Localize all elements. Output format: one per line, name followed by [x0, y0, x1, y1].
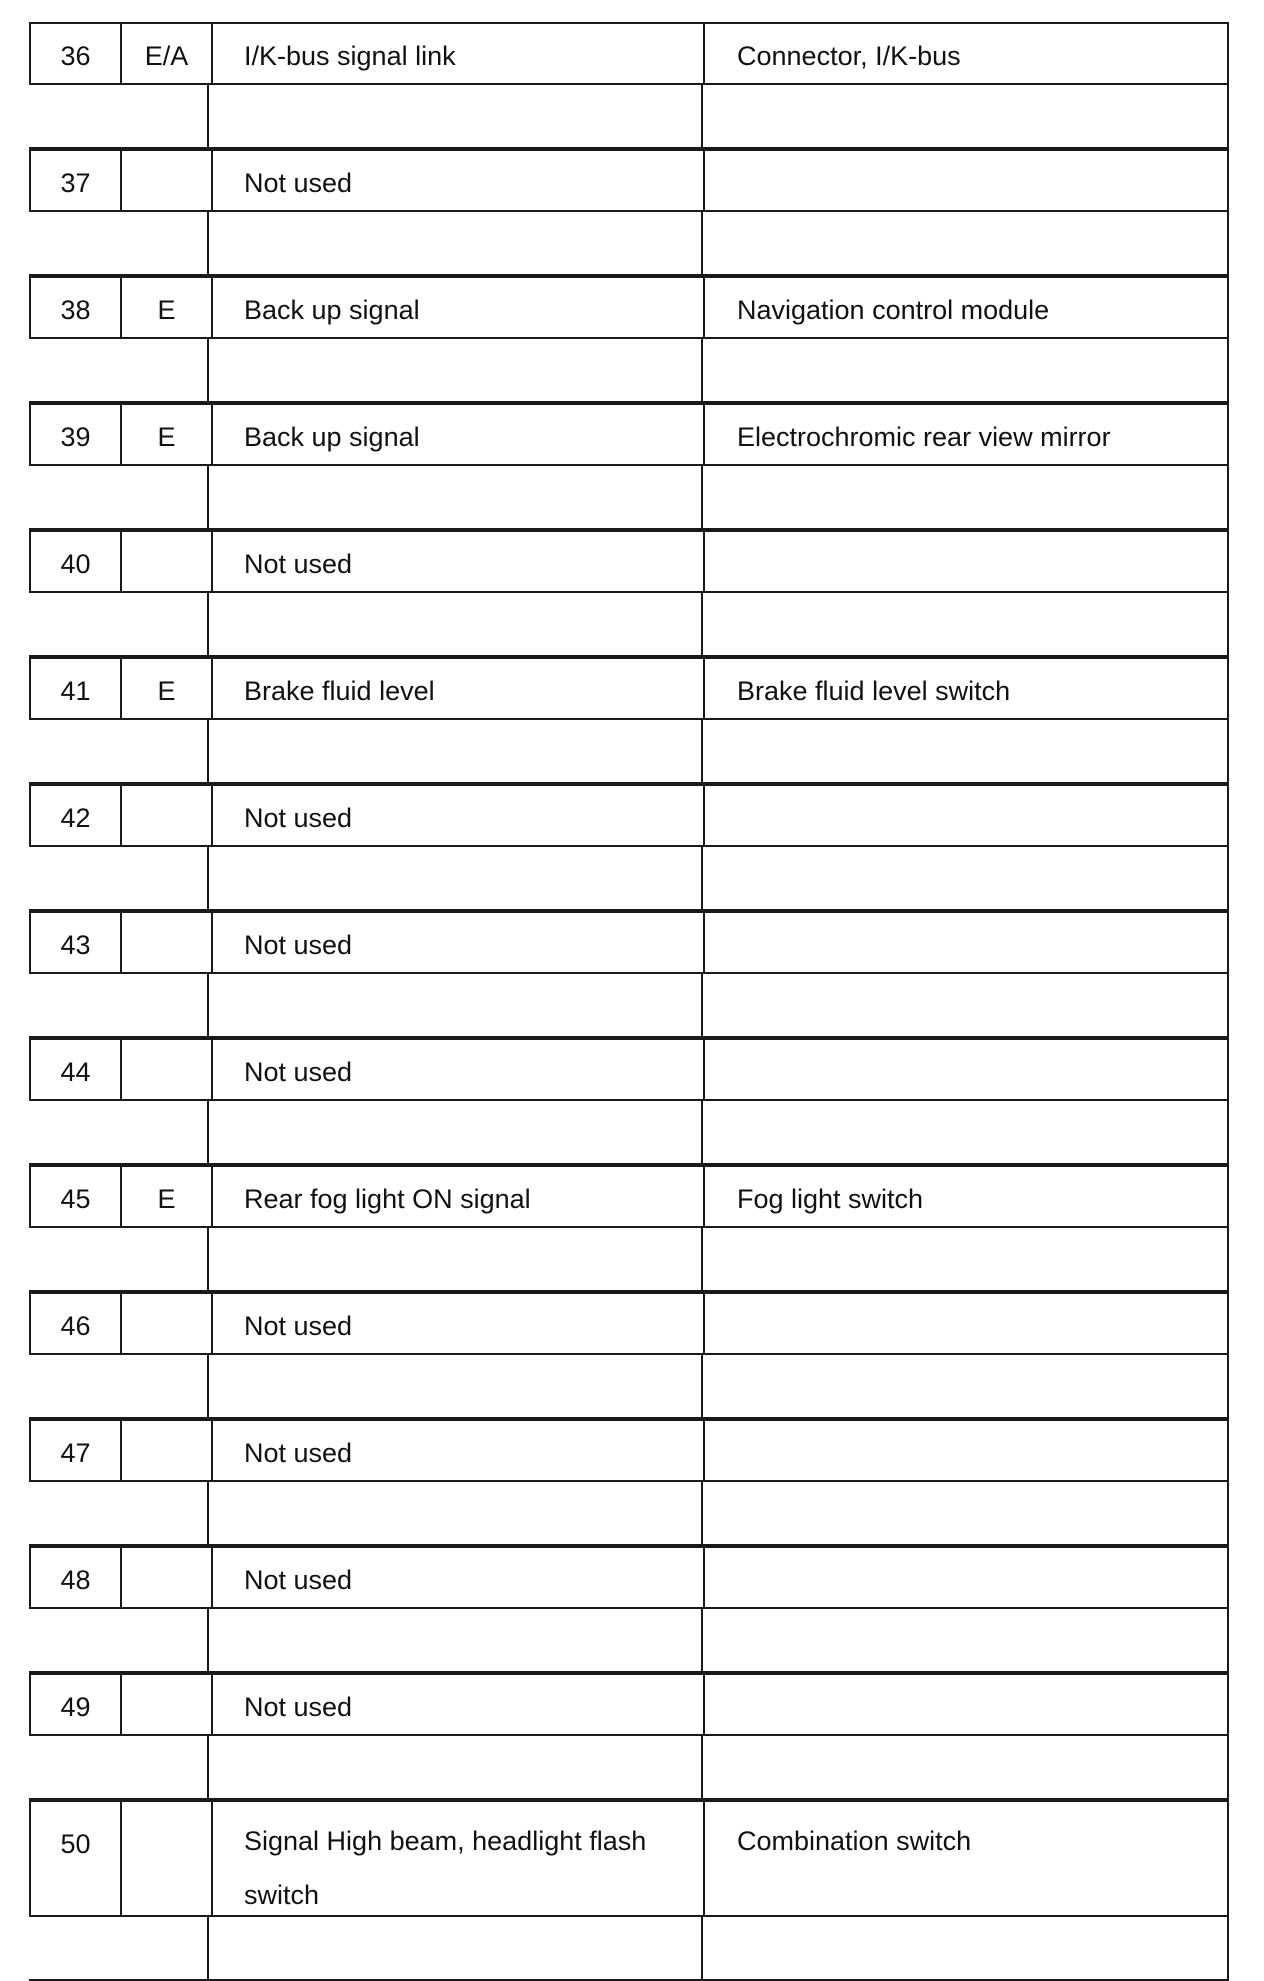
- signal-type: E: [157, 676, 176, 706]
- signal-description: I/K-bus signal link: [211, 24, 705, 83]
- component-name: Brake fluid level switch: [737, 676, 1011, 706]
- column-divider: [1227, 1226, 1229, 1290]
- column-divider: [701, 1915, 703, 1979]
- signal-description: Not used: [211, 1040, 705, 1099]
- component-name: [705, 1675, 1227, 1734]
- column-divider: [207, 337, 209, 401]
- pin-number: 40: [31, 532, 122, 591]
- signal-description: Not used: [211, 913, 705, 972]
- column-divider: [701, 718, 703, 782]
- spacer-row: [29, 1480, 1229, 1546]
- column-divider: [701, 1734, 703, 1798]
- spacer-row: [29, 845, 1229, 911]
- signal-description: Back up signal: [211, 405, 705, 464]
- column-divider: [701, 210, 703, 274]
- pin-number: 48: [31, 1548, 122, 1607]
- column-divider: [701, 1607, 703, 1671]
- column-divider: [1227, 718, 1229, 782]
- signal-type: [122, 532, 211, 591]
- component-name: [705, 151, 1227, 210]
- component-name: [705, 532, 1227, 591]
- pin-number: 39: [31, 405, 122, 464]
- column-divider: [701, 1226, 703, 1290]
- column-divider: [1227, 845, 1229, 909]
- spacer-row: [29, 1915, 1229, 1981]
- column-divider: [207, 718, 209, 782]
- signal-description: Rear fog light ON signal: [211, 1167, 705, 1226]
- column-divider: [207, 972, 209, 1036]
- spacer-row: [29, 1099, 1229, 1165]
- spacer-row: [29, 1353, 1229, 1419]
- column-divider: [1227, 1353, 1229, 1417]
- signal-type: [122, 1548, 211, 1607]
- signal-type: [122, 151, 211, 210]
- component-name: [705, 913, 1227, 972]
- column-divider: [1227, 337, 1229, 401]
- spacer-row: [29, 1607, 1229, 1673]
- signal-type: [122, 913, 211, 972]
- table-row: [29, 22, 1229, 85]
- column-divider: [1227, 1607, 1229, 1671]
- column-divider: [207, 1734, 209, 1798]
- pin-number: 41: [31, 659, 122, 718]
- column-divider: [701, 1353, 703, 1417]
- column-divider: [207, 1226, 209, 1290]
- spacer-row: [29, 210, 1229, 276]
- component-name: [705, 1548, 1227, 1607]
- column-divider: [1227, 83, 1229, 147]
- column-divider: [207, 1607, 209, 1671]
- table-row: [29, 911, 1229, 974]
- table-row: [29, 1419, 1229, 1482]
- component-name: [705, 1040, 1227, 1099]
- column-divider: [701, 845, 703, 909]
- column-divider: [207, 83, 209, 147]
- column-divider: [701, 1099, 703, 1163]
- column-divider: [1227, 972, 1229, 1036]
- column-divider: [207, 1353, 209, 1417]
- component-name: Electrochromic rear view mirror: [737, 422, 1111, 452]
- column-divider: [701, 83, 703, 147]
- column-divider: [207, 1915, 209, 1979]
- column-divider: [207, 845, 209, 909]
- signal-type: E: [157, 1184, 176, 1214]
- column-divider: [701, 337, 703, 401]
- pin-number: 36: [31, 24, 122, 83]
- signal-description: Back up signal: [211, 278, 705, 337]
- signal-description: Not used: [211, 1421, 705, 1480]
- pin-number: 44: [31, 1040, 122, 1099]
- spacer-row: [29, 972, 1229, 1038]
- signal-type: [122, 1421, 211, 1480]
- table-row: [29, 276, 1229, 339]
- column-divider: [1227, 210, 1229, 274]
- column-divider: [207, 464, 209, 528]
- component-name: [705, 1294, 1227, 1353]
- table-row: [29, 1292, 1229, 1355]
- table-row: [29, 530, 1229, 593]
- table-row: [29, 403, 1229, 466]
- pin-number: 50: [31, 1802, 122, 1915]
- spacer-row: [29, 591, 1229, 657]
- column-divider: [207, 1099, 209, 1163]
- column-divider: [1227, 1480, 1229, 1544]
- signal-description: Not used: [211, 532, 705, 591]
- table-row: [29, 1165, 1229, 1228]
- signal-type: [122, 786, 211, 845]
- spacer-row: [29, 718, 1229, 784]
- component-name: Fog light switch: [737, 1184, 924, 1214]
- column-divider: [207, 591, 209, 655]
- table-row: [29, 1038, 1229, 1101]
- column-divider: [701, 1480, 703, 1544]
- pin-assignment-table: [29, 22, 1229, 1962]
- component-name: [705, 786, 1227, 845]
- signal-type: E/A: [144, 41, 189, 71]
- signal-description: Brake fluid level: [211, 659, 705, 718]
- column-divider: [701, 591, 703, 655]
- spacer-row: [29, 1734, 1229, 1800]
- column-divider: [701, 972, 703, 1036]
- column-divider: [1227, 591, 1229, 655]
- spacer-row: [29, 1226, 1229, 1292]
- spacer-row: [29, 464, 1229, 530]
- signal-description: Not used: [211, 1548, 705, 1607]
- pin-number: 37: [31, 151, 122, 210]
- pin-number: 46: [31, 1294, 122, 1353]
- column-divider: [1227, 1915, 1229, 1979]
- signal-description: Not used: [211, 1675, 705, 1734]
- pin-number: 38: [31, 278, 122, 337]
- component-name: Combination switch: [737, 1826, 972, 1856]
- column-divider: [1227, 1734, 1229, 1798]
- column-divider: [701, 464, 703, 528]
- signal-type: [122, 1675, 211, 1734]
- signal-type: E: [157, 295, 176, 325]
- column-divider: [207, 210, 209, 274]
- signal-description: Not used: [211, 151, 705, 210]
- pin-number: 45: [31, 1167, 122, 1226]
- column-divider: [1227, 1099, 1229, 1163]
- component-name: Navigation control module: [737, 295, 1050, 325]
- pin-number: 42: [31, 786, 122, 845]
- component-name: Connector, I/K-bus: [737, 41, 961, 71]
- table-row: [29, 784, 1229, 847]
- component-name: [705, 1421, 1227, 1480]
- pin-number: 49: [31, 1675, 122, 1734]
- signal-description: Signal High beam, headlight flash switch: [211, 1802, 705, 1915]
- table-row: [29, 149, 1229, 212]
- table-row: [29, 1800, 1229, 1917]
- signal-type: [122, 1294, 211, 1353]
- signal-type: [122, 1040, 211, 1099]
- pin-number: 47: [31, 1421, 122, 1480]
- column-divider: [207, 1480, 209, 1544]
- table-row: [29, 1546, 1229, 1609]
- signal-type: [122, 1802, 211, 1915]
- pin-number: 43: [31, 913, 122, 972]
- signal-description: Not used: [211, 1294, 705, 1353]
- spacer-row: [29, 337, 1229, 403]
- signal-type: E: [157, 422, 176, 452]
- signal-description: Not used: [211, 786, 705, 845]
- column-divider: [1227, 464, 1229, 528]
- table-row: [29, 1673, 1229, 1736]
- spacer-row: [29, 83, 1229, 149]
- table-row: [29, 657, 1229, 720]
